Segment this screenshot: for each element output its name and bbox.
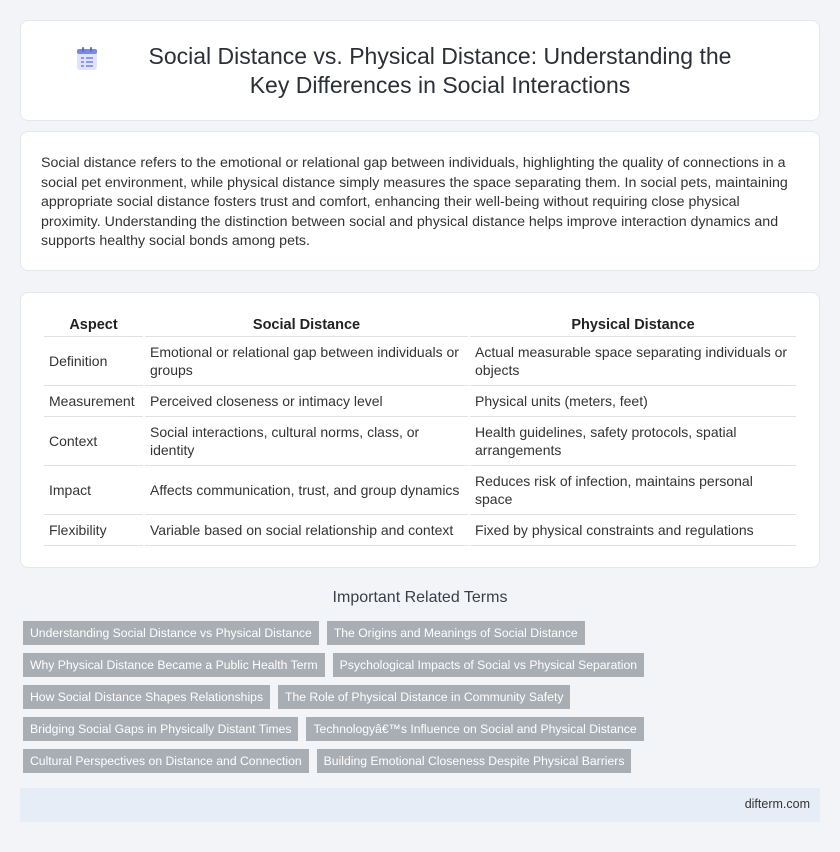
intro-card bbox=[20, 131, 820, 271]
cell-physical: Actual measurable space separating individuals or objects bbox=[470, 337, 796, 386]
tag-row bbox=[23, 685, 803, 709]
related-term-link[interactable]: The Origins and Meanings of Social Distance bbox=[327, 621, 585, 645]
related-terms-list bbox=[23, 621, 803, 781]
cell-aspect: Measurement bbox=[44, 386, 143, 417]
related-term-link[interactable]: How Social Distance Shapes Relationships bbox=[23, 685, 270, 709]
cell-social: Perceived closeness or intimacy level bbox=[145, 386, 468, 417]
intro-paragraph: Social distance refers to the emotional or relational gap between individuals, highlighting the quality of connections in a social pet environment, while physical distance simply measures the space separating them. In social pets, maintaining appropriate social distance fosters trust and comfort, enhancing their well-being without requiring close physical proximity. Understanding the distinction between social and physical distance helps improve interaction dynamics and supports healthy social bonds among pets. bbox=[41, 155, 788, 250]
cell-physical: Health guidelines, safety protocols, spatial arrangements bbox=[470, 417, 796, 466]
header-card bbox=[20, 20, 820, 121]
header-physical-distance: Physical Distance bbox=[470, 313, 796, 337]
cell-social: Social interactions, cultural norms, class, or identity bbox=[145, 417, 468, 466]
related-terms-heading: Important Related Terms bbox=[332, 589, 508, 606]
related-term-link[interactable]: Why Physical Distance Became a Public Health Term bbox=[23, 653, 325, 677]
related-term-link[interactable]: Bridging Social Gaps in Physically Distant Times bbox=[23, 717, 298, 741]
tag-row bbox=[23, 621, 803, 645]
related-term-link[interactable]: Understanding Social Distance vs Physical Distance bbox=[23, 621, 319, 645]
cell-social: Variable based on social relationship and context bbox=[145, 515, 468, 546]
header-aspect: Aspect bbox=[44, 313, 143, 337]
cell-social: Emotional or relational gap between individuals or groups bbox=[145, 337, 468, 386]
page-title: Social Distance vs. Physical Distance: Understanding the Key Differences in Social Interactions bbox=[148, 42, 732, 98]
cell-social: Affects communication, trust, and group dynamics bbox=[145, 466, 468, 515]
cell-aspect: Impact bbox=[44, 466, 143, 515]
cell-physical: Physical units (meters, feet) bbox=[470, 386, 796, 417]
comparison-table bbox=[42, 313, 798, 546]
cell-aspect: Flexibility bbox=[44, 515, 143, 546]
footer-site-link[interactable]: difterm.com bbox=[744, 797, 810, 811]
table-row bbox=[44, 515, 796, 546]
cell-physical: Fixed by physical constraints and regulations bbox=[470, 515, 796, 546]
tag-row bbox=[23, 653, 803, 677]
related-term-link[interactable]: Technologyâ€™s Influence on Social and Physical Distance bbox=[306, 717, 643, 741]
table-row bbox=[44, 417, 796, 466]
table-row bbox=[44, 386, 796, 417]
header-social-distance: Social Distance bbox=[145, 313, 468, 337]
cell-aspect: Context bbox=[44, 417, 143, 466]
cell-aspect: Definition bbox=[44, 337, 143, 386]
table-row bbox=[44, 337, 796, 386]
related-term-link[interactable]: Psychological Impacts of Social vs Physical Separation bbox=[333, 653, 644, 677]
related-term-link[interactable]: Cultural Perspectives on Distance and Connection bbox=[23, 749, 309, 773]
tag-row bbox=[23, 717, 803, 741]
table-row bbox=[44, 466, 796, 515]
footer bbox=[20, 788, 820, 822]
comparison-table-card bbox=[20, 292, 820, 568]
related-term-link[interactable]: Building Emotional Closeness Despite Physical Barriers bbox=[317, 749, 632, 773]
cell-physical: Reduces risk of infection, maintains personal space bbox=[470, 466, 796, 515]
tag-row bbox=[23, 749, 803, 773]
related-term-link[interactable]: The Role of Physical Distance in Community Safety bbox=[278, 685, 570, 709]
